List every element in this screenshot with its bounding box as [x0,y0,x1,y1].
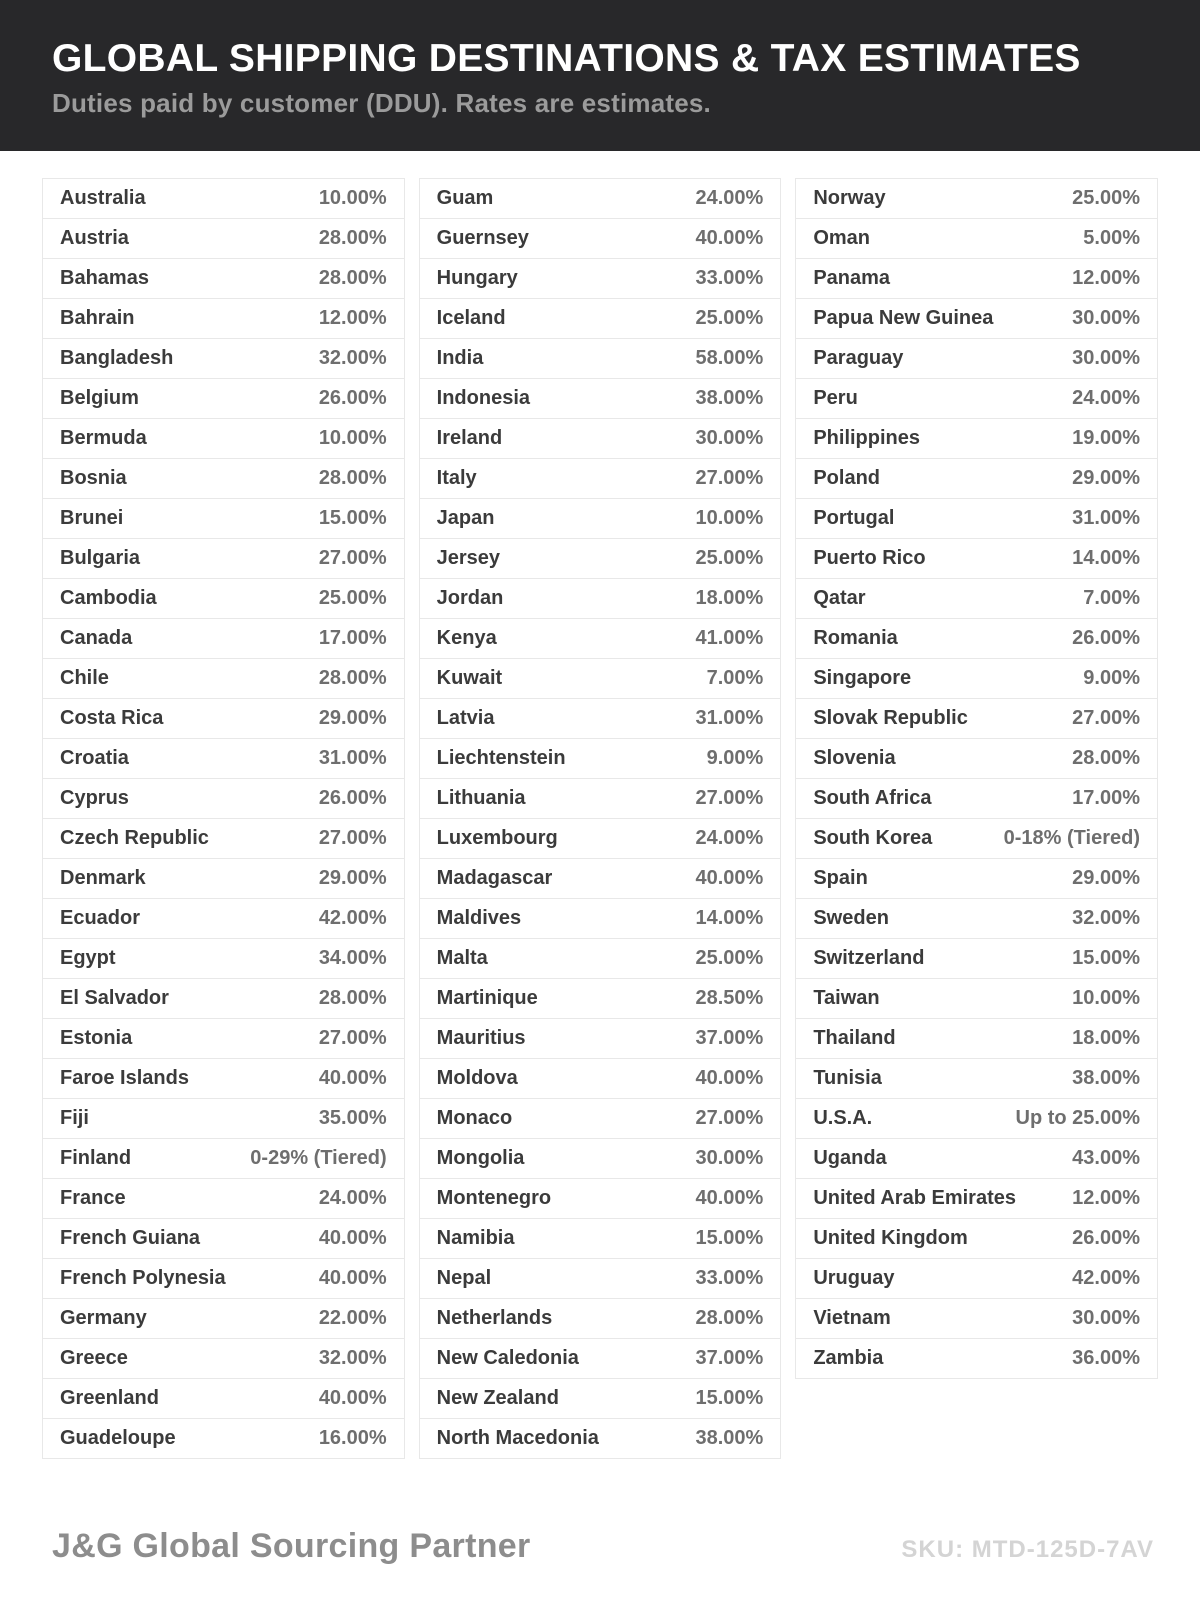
table-row [42,698,405,739]
country-label: Jordan [436,587,504,609]
country-label: Bahamas [60,267,149,289]
rate-value: 7.00% [706,667,764,689]
rate-value: 28.00% [695,1307,764,1329]
rate-value: 40.00% [695,867,764,889]
rate-value: 32.00% [318,1347,387,1369]
country-label: Kuwait [436,667,503,689]
table-row [42,938,405,979]
country-label: Monaco [436,1107,513,1129]
rate-value: 28.00% [318,987,387,1009]
country-label: Norway [813,187,886,209]
country-label: Vietnam [813,1307,891,1329]
table-row [42,378,405,419]
country-label: Paraguay [813,347,904,369]
rate-value: 29.00% [318,707,387,729]
page-subtitle: Duties paid by customer (DDU). Rates are estimates. [52,87,711,118]
country-label: Iceland [436,307,506,329]
country-label: Finland [60,1147,132,1169]
country-label: Guernsey [436,227,529,249]
rate-value: 15.00% [695,1387,764,1409]
rate-value: 28.00% [318,467,387,489]
country-label: Tunisia [813,1067,882,1089]
country-label: Italy [436,467,477,489]
table-row [419,1298,782,1339]
table-row [795,338,1158,379]
country-label: United Kingdom [813,1227,968,1249]
table-row [42,538,405,579]
table-row [795,738,1158,779]
rate-value: 28.00% [1072,747,1140,769]
rate-value: 17.00% [1072,787,1140,809]
table-row [419,458,782,499]
table-row [419,778,782,819]
table-row [795,1218,1158,1259]
country-label: Sweden [813,907,889,929]
table-row [419,698,782,739]
table-row [42,338,405,379]
table-row [419,1058,782,1099]
country-label: Montenegro [436,1187,552,1209]
table-row [419,338,782,379]
rate-value: 15.00% [1072,947,1140,969]
table-row [42,178,405,219]
table-row [795,1298,1158,1339]
country-label: Ireland [436,427,503,449]
rate-value: 37.00% [695,1347,764,1369]
table-row [42,658,405,699]
table-row [419,1178,782,1219]
table-row [42,818,405,859]
table-row [795,1178,1158,1219]
rate-value: 12.00% [1072,1187,1140,1209]
rate-value: 38.00% [695,387,764,409]
table-row [42,738,405,779]
table-row [795,1138,1158,1179]
rate-value: 30.00% [695,1147,764,1169]
rate-value: 16.00% [318,1427,387,1449]
table-row [42,258,405,299]
country-label: Netherlands [436,1307,553,1329]
rate-value: 35.00% [318,1107,387,1129]
rate-value: 26.00% [318,787,387,809]
country-label: Denmark [60,867,146,889]
sku-label: SKU: MTD-125D-7AV [901,1536,1154,1563]
footer [0,1527,1200,1566]
country-label: Peru [813,387,858,409]
country-label: Switzerland [813,947,925,969]
rate-value: 29.00% [1072,867,1140,889]
table-row [795,498,1158,539]
table-row [419,418,782,459]
rate-value: 27.00% [318,547,387,569]
rate-value: 24.00% [695,827,764,849]
rate-value: 40.00% [318,1267,387,1289]
table-row [795,458,1158,499]
rate-value: 9.00% [706,747,764,769]
table-row [419,618,782,659]
table-row [419,1418,782,1459]
rate-value: 25.00% [695,307,764,329]
country-label: Oman [813,227,871,249]
table-row [419,1218,782,1259]
table-row [419,258,782,299]
rate-value: 24.00% [1072,387,1140,409]
table-row [795,938,1158,979]
country-label: Portugal [813,507,895,529]
table-row [42,218,405,259]
rate-value: 25.00% [318,587,387,609]
country-label: New Caledonia [436,1347,579,1369]
table-row [419,738,782,779]
rate-value: 27.00% [695,1107,764,1129]
rate-value: 10.00% [318,187,387,209]
table-row [795,618,1158,659]
country-label: India [436,347,484,369]
rate-value: 40.00% [318,1387,387,1409]
country-label: Qatar [813,587,866,609]
rate-value: 9.00% [1083,667,1140,689]
table-row [419,1258,782,1299]
country-label: Poland [813,467,880,489]
table-row [795,378,1158,419]
table-row [795,298,1158,339]
rate-value: 27.00% [318,827,387,849]
rate-value: 31.00% [1072,507,1140,529]
rate-value: 28.00% [318,267,387,289]
rate-value: 58.00% [695,347,764,369]
rate-value: 33.00% [695,1267,764,1289]
rate-value: 25.00% [695,947,764,969]
table-row [42,1218,405,1259]
country-label: Uruguay [813,1267,895,1289]
country-label: Uganda [813,1147,887,1169]
table-row [795,858,1158,899]
rate-value: 14.00% [695,907,764,929]
table-row [795,218,1158,259]
table-row [42,458,405,499]
rate-value: 30.00% [1072,1307,1140,1329]
rate-value: 30.00% [1072,307,1140,329]
table-row [419,178,782,219]
table-row [795,778,1158,819]
rate-value: 25.00% [1072,187,1140,209]
country-label: Bangladesh [60,347,174,369]
country-label: Cambodia [60,587,157,609]
country-label: Namibia [436,1227,515,1249]
rate-value: 31.00% [318,747,387,769]
rate-value: 10.00% [695,507,764,529]
country-label: Taiwan [813,987,880,1009]
country-label: Japan [436,507,495,529]
country-label: North Macedonia [436,1427,599,1449]
rate-value: 32.00% [318,347,387,369]
table-row [419,978,782,1019]
country-label: Latvia [436,707,495,729]
table-row [795,698,1158,739]
country-label: Lithuania [436,787,526,809]
table-row [42,1018,405,1059]
country-label: Canada [60,627,133,649]
rate-value: 33.00% [695,267,764,289]
country-label: Mongolia [436,1147,525,1169]
rate-value: 40.00% [695,1067,764,1089]
country-label: Greenland [60,1387,159,1409]
table-row [795,1098,1158,1139]
page-title: GLOBAL SHIPPING DESTINATIONS & TAX ESTIMATES [52,37,1081,80]
rate-value: 40.00% [695,227,764,249]
rate-value: 32.00% [1072,907,1140,929]
country-label: Indonesia [436,387,531,409]
country-label: Estonia [60,1027,133,1049]
rate-value: 28.00% [318,227,387,249]
rate-value: 14.00% [1072,547,1140,569]
rate-value: 28.50% [695,987,764,1009]
country-label: Kenya [436,627,497,649]
table-row [42,1258,405,1299]
table-row [419,298,782,339]
rate-value: 12.00% [318,307,387,329]
rate-value: 27.00% [1072,707,1140,729]
table-row [42,1418,405,1459]
rate-value: 24.00% [695,187,764,209]
country-label: South Africa [813,787,932,809]
table-row [42,1098,405,1139]
country-label: Philippines [813,427,921,449]
table-row [42,1378,405,1419]
rate-value: 40.00% [318,1227,387,1249]
rate-value: 12.00% [1072,267,1140,289]
rate-value: 10.00% [318,427,387,449]
table-row [795,1258,1158,1299]
table-row [795,258,1158,299]
country-label: Madagascar [436,867,553,889]
rate-value: 36.00% [1072,1347,1140,1369]
rate-value: 42.00% [1072,1267,1140,1289]
rate-value: 28.00% [318,667,387,689]
country-label: Slovak Republic [813,707,968,729]
country-label: Spain [813,867,868,889]
header-banner [0,0,1200,151]
table-row [419,1338,782,1379]
rate-value: 40.00% [695,1187,764,1209]
rate-value: 41.00% [695,627,764,649]
table-row [419,658,782,699]
rate-value: 7.00% [1083,587,1140,609]
table-row [419,938,782,979]
table-row [795,538,1158,579]
table-row [42,778,405,819]
rate-value: 25.00% [695,547,764,569]
table-row [419,578,782,619]
country-label: Croatia [60,747,129,769]
country-label: Luxembourg [436,827,558,849]
rate-value: 42.00% [318,907,387,929]
table-row [42,1338,405,1379]
country-label: El Salvador [60,987,169,1009]
country-label: Nepal [436,1267,492,1289]
rates-column-2 [419,178,782,1459]
country-label: Costa Rica [60,707,164,729]
rate-value: 37.00% [695,1027,764,1049]
country-label: Faroe Islands [60,1067,189,1089]
country-label: Czech Republic [60,827,209,849]
rate-value: 15.00% [695,1227,764,1249]
country-label: Bosnia [60,467,127,489]
table-row [795,1338,1158,1379]
table-row [42,858,405,899]
rate-value: 38.00% [1072,1067,1140,1089]
table-row [795,1058,1158,1099]
table-row [419,378,782,419]
rate-value: 0-29% (Tiered) [250,1147,387,1169]
rates-table [0,151,1200,1459]
table-row [42,1178,405,1219]
country-label: Malta [436,947,488,969]
rate-value: 10.00% [1072,987,1140,1009]
rate-value: 30.00% [695,427,764,449]
country-label: Ecuador [60,907,141,929]
country-label: Moldova [436,1067,518,1089]
country-label: Panama [813,267,891,289]
country-label: Bulgaria [60,547,141,569]
table-row [419,1018,782,1059]
rate-value: 29.00% [318,867,387,889]
country-label: Chile [60,667,109,689]
table-row [42,1138,405,1179]
country-label: French Guiana [60,1227,201,1249]
country-label: Greece [60,1347,128,1369]
rate-value: 27.00% [318,1027,387,1049]
rate-value: 34.00% [318,947,387,969]
rate-value: 24.00% [318,1187,387,1209]
table-row [42,978,405,1019]
rate-value: 26.00% [318,387,387,409]
rates-column-1 [42,178,405,1459]
table-row [419,1138,782,1179]
table-row [42,498,405,539]
country-label: Fiji [60,1107,89,1129]
country-label: Mauritius [436,1027,526,1049]
rate-value: 19.00% [1072,427,1140,449]
table-row [419,898,782,939]
rate-value: 17.00% [318,627,387,649]
country-label: Slovenia [813,747,896,769]
country-label: Bermuda [60,427,147,449]
rate-value: 31.00% [695,707,764,729]
country-label: Romania [813,627,898,649]
country-label: Germany [60,1307,147,1329]
table-row [795,178,1158,219]
table-row [419,818,782,859]
country-label: Jersey [436,547,501,569]
table-row [795,818,1158,859]
table-row [42,618,405,659]
table-row [42,1298,405,1339]
country-label: Belgium [60,387,139,409]
country-label: Brunei [60,507,124,529]
table-row [419,858,782,899]
country-label: Australia [60,187,146,209]
country-label: French Polynesia [60,1267,226,1289]
rate-value: 26.00% [1072,627,1140,649]
country-label: Guam [436,187,494,209]
country-label: Guadeloupe [60,1427,176,1449]
rate-value: 18.00% [695,587,764,609]
country-label: Zambia [813,1347,884,1369]
rate-value: 43.00% [1072,1147,1140,1169]
table-row [795,978,1158,1019]
rate-value: 38.00% [695,1427,764,1449]
table-row [419,538,782,579]
table-row [795,578,1158,619]
country-label: Austria [60,227,129,249]
country-label: United Arab Emirates [813,1187,1016,1209]
rate-value: 18.00% [1072,1027,1140,1049]
country-label: Puerto Rico [813,547,926,569]
brand-name: J&G Global Sourcing Partner [52,1527,531,1565]
table-row [795,418,1158,459]
table-row [795,658,1158,699]
table-row [419,1098,782,1139]
rate-value: Up to 25.00% [1015,1107,1140,1129]
country-label: Singapore [813,667,912,689]
table-row [795,1018,1158,1059]
rate-value: 0-18% (Tiered) [1003,827,1140,849]
rate-value: 26.00% [1072,1227,1140,1249]
table-row [419,218,782,259]
table-row [42,418,405,459]
table-row [419,498,782,539]
country-label: Liechtenstein [436,747,566,769]
rate-value: 27.00% [695,787,764,809]
rate-value: 29.00% [1072,467,1140,489]
rates-column-3 [795,178,1158,1379]
table-row [42,898,405,939]
rate-value: 15.00% [318,507,387,529]
country-label: Maldives [436,907,522,929]
country-label: Bahrain [60,307,135,329]
rate-value: 27.00% [695,467,764,489]
country-label: Thailand [813,1027,896,1049]
country-label: Martinique [436,987,538,1009]
rate-value: 40.00% [318,1067,387,1089]
rate-value: 30.00% [1072,347,1140,369]
table-row [419,1378,782,1419]
country-label: South Korea [813,827,933,849]
table-row [42,298,405,339]
rate-value: 22.00% [318,1307,387,1329]
table-row [42,578,405,619]
rate-value: 5.00% [1083,227,1140,249]
country-label: Cyprus [60,787,129,809]
country-label: U.S.A. [813,1107,873,1129]
country-label: New Zealand [436,1387,559,1409]
table-row [795,898,1158,939]
country-label: Papua New Guinea [813,307,994,329]
country-label: France [60,1187,126,1209]
country-label: Egypt [60,947,116,969]
table-row [42,1058,405,1099]
country-label: Hungary [436,267,518,289]
